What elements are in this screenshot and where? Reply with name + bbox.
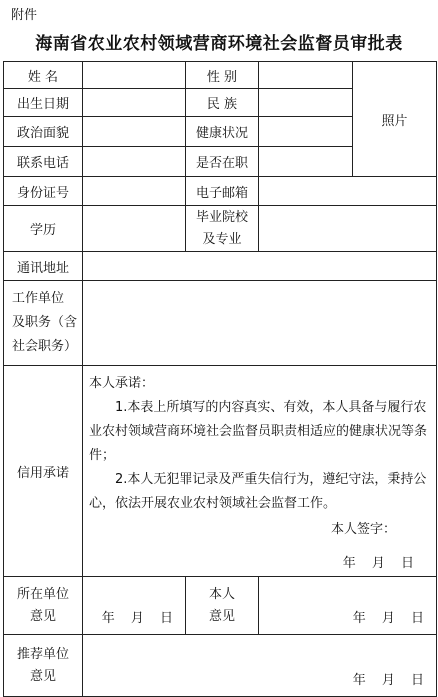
row-address bbox=[4, 252, 437, 281]
political-status-label: 政治面貌 bbox=[4, 117, 83, 147]
photo-label: 照片 bbox=[381, 113, 408, 129]
row-credit bbox=[4, 366, 437, 577]
row-education bbox=[4, 206, 437, 252]
recommend-line2: 意见 bbox=[29, 668, 56, 684]
school-field[interactable] bbox=[259, 206, 437, 252]
political-status-field[interactable] bbox=[83, 117, 186, 147]
gender-label: 性 别 bbox=[186, 62, 259, 89]
health-field[interactable] bbox=[259, 117, 353, 147]
self-opinion-line2: 意见 bbox=[208, 608, 235, 624]
work-label bbox=[4, 281, 83, 366]
name-label: 姓 名 bbox=[4, 62, 83, 89]
promise-item-2: 2.本人无犯罪记录及严重失信行为，遵纪守法，秉持公心，依法开展农业农村领域社会监督工作。 bbox=[89, 472, 427, 511]
promise-heading: 本人承诺： bbox=[89, 376, 155, 391]
work-field[interactable] bbox=[83, 281, 437, 366]
unit-opinion-line2: 意见 bbox=[29, 608, 56, 624]
email-label: 电子邮箱 bbox=[186, 177, 259, 206]
page-title: 海南省农业农村领域营商环境社会监督员审批表 bbox=[35, 34, 403, 54]
recommend-label bbox=[4, 635, 83, 697]
credit-label: 信用承诺 bbox=[4, 366, 83, 577]
email-field[interactable] bbox=[259, 177, 437, 206]
education-label: 学历 bbox=[4, 206, 83, 252]
education-field[interactable] bbox=[83, 206, 186, 252]
row-name bbox=[4, 62, 437, 89]
recommend-date[interactable]: 年 月 日 bbox=[83, 635, 437, 697]
school-label-line2: 及专业 bbox=[202, 231, 242, 247]
row-work bbox=[4, 281, 437, 366]
attachment-label: 附件 bbox=[11, 8, 38, 23]
signature-date: 年 月 日 bbox=[342, 556, 414, 571]
row-id bbox=[4, 177, 437, 206]
self-opinion-label bbox=[186, 577, 259, 635]
birth-date-label: 出生日期 bbox=[4, 89, 83, 117]
birth-date-field[interactable] bbox=[83, 89, 186, 117]
approval-form-table bbox=[3, 61, 437, 697]
phone-field[interactable] bbox=[83, 147, 186, 177]
id-number-label: 身份证号 bbox=[4, 177, 83, 206]
phone-label: 联系电话 bbox=[4, 147, 83, 177]
photo-box[interactable] bbox=[353, 62, 437, 177]
promise-item-1: 1.本表上所填写的内容真实、有效，本人具备与履行农业农村领域营商环境社会监督员职责相适应的健康状况等条件； bbox=[89, 400, 428, 463]
in-service-field[interactable] bbox=[259, 147, 353, 177]
unit-opinion-label bbox=[4, 577, 83, 635]
health-label: 健康状况 bbox=[186, 117, 259, 147]
name-field[interactable] bbox=[83, 62, 186, 89]
self-opinion-date[interactable]: 年 月 日 bbox=[259, 577, 437, 635]
work-label-line2: 及职务（含 bbox=[12, 315, 78, 330]
unit-opinion-date[interactable]: 年 月 日 bbox=[83, 577, 186, 635]
gender-field[interactable] bbox=[259, 62, 353, 89]
address-field[interactable] bbox=[83, 252, 437, 281]
ethnicity-label: 民 族 bbox=[186, 89, 259, 117]
school-label-line1: 毕业院校 bbox=[195, 209, 248, 225]
in-service-label: 是否在职 bbox=[186, 147, 259, 177]
work-label-line1: 工作单位 bbox=[12, 291, 65, 306]
row-recommend bbox=[4, 635, 437, 697]
credit-promise bbox=[83, 366, 437, 577]
self-opinion-line1: 本人 bbox=[208, 586, 235, 602]
ethnicity-field[interactable] bbox=[259, 89, 353, 117]
work-label-line3: 社会职务） bbox=[12, 339, 78, 354]
recommend-line1: 推荐单位 bbox=[16, 646, 69, 662]
address-label: 通讯地址 bbox=[4, 252, 83, 281]
row-opinions bbox=[4, 577, 437, 635]
unit-opinion-line1: 所在单位 bbox=[16, 586, 69, 602]
id-number-field[interactable] bbox=[83, 177, 186, 206]
signature-label: 本人签字： bbox=[330, 522, 396, 537]
school-label bbox=[186, 206, 259, 252]
